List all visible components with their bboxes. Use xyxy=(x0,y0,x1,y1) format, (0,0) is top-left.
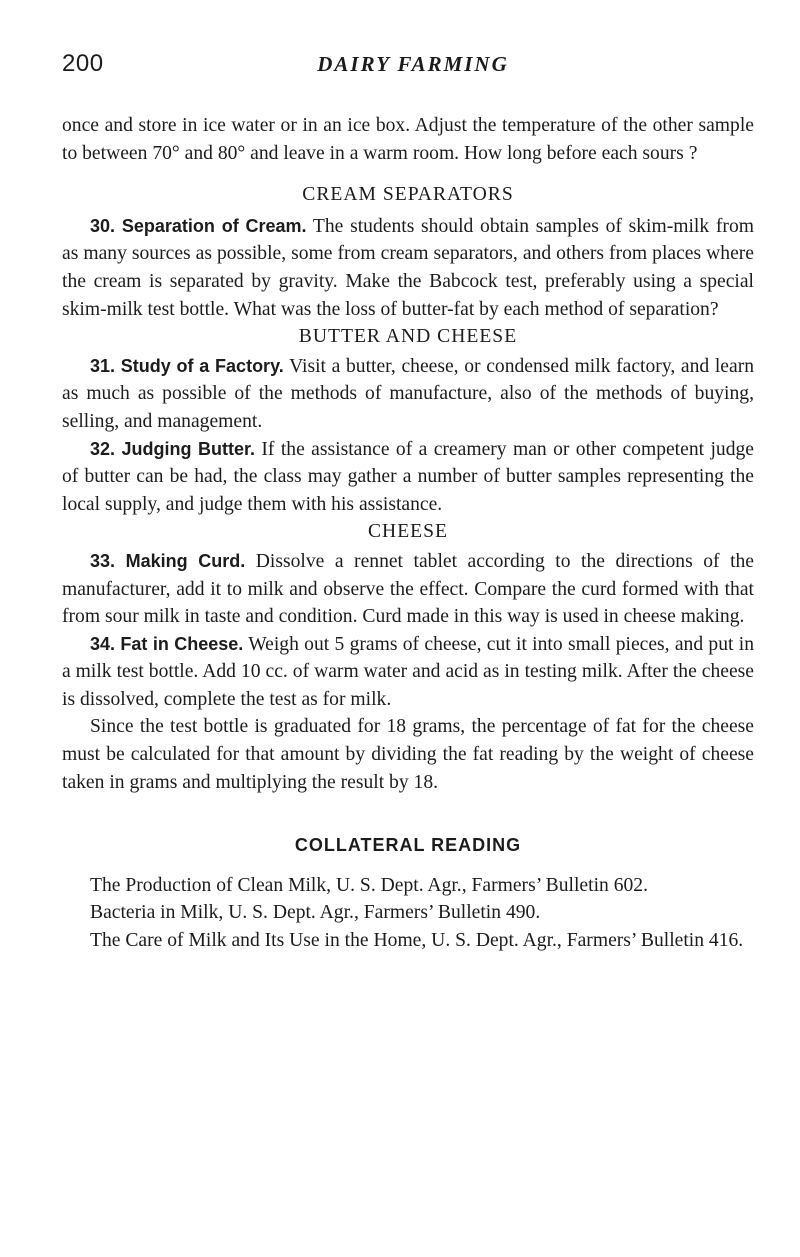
body-text xyxy=(62,112,754,955)
running-head xyxy=(62,50,754,86)
section-heading-cheese: CHEESE xyxy=(367,521,449,543)
collateral-reading-heading: COLLATERAL READING xyxy=(294,835,522,856)
page-number: 200 xyxy=(62,50,104,77)
paragraph-30-title: 30. Separation of Cream. xyxy=(90,215,307,236)
paragraph-34-title: 34. Fat in Cheese. xyxy=(90,633,244,654)
intro-paragraph: once and store in ice water or in an ice box. Adjust the temperature of the other sample to between 70° and 80° and leave in a warm room. How long before each sours ? xyxy=(62,115,754,164)
paragraph-31 xyxy=(62,353,754,436)
paragraph-32-text: If the assistance of a creamery man or other competent judge of butter can be had, the class may gather a number of butter samples representing the local supply, and judge them with his assistance. xyxy=(62,438,754,515)
collateral-reading-item: The Production of Clean Milk, U. S. Dept. Agr., Farmers’ Bulletin 602. xyxy=(90,874,648,896)
paragraph-30 xyxy=(62,213,754,323)
collateral-reading-item: The Care of Milk and Its Use in the Home, U. S. Dept. Agr., Farmers’ Bulletin 416. xyxy=(90,930,744,952)
paragraph-33-text: Dissolve a rennet tablet according to the directions of the manufacturer, add it to milk and observe the effect. Compare the curd formed with that from sour milk in taste and condition. Curd made in this way is used in cheese making. xyxy=(62,550,755,628)
paragraph-32-title: 32. Judging Butter. xyxy=(90,438,256,459)
paragraph-34 xyxy=(62,631,754,714)
paragraph-34-text: Weigh out 5 grams of cheese, cut it into small pieces, and put in a milk test bottle. Add 10 cc. of warm water and acid as in testing milk. After the cheese is dissolved, complete the test as for milk. xyxy=(62,633,755,710)
paragraph-31-text: Visit a butter, cheese, or condensed milk factory, and learn as much as possible of the methods of manufacture, also of the methods of buying, selling, and management. xyxy=(62,355,755,432)
paragraph-33-title: 33. Making Curd. xyxy=(90,550,246,571)
paragraph-32 xyxy=(62,436,754,519)
paragraph-30-text: The students should obtain samples of skim-milk from as many sources as possible, some from cream separators, and others from places where the cream is separated by gravity. Make the Babcock test, preferably using a special skim-milk test bottle. What was the loss of butter-fat by each method of separation? xyxy=(62,215,754,320)
paragraph-34-continuation: Since the test bottle is graduated for 18 grams, the percentage of fat for the cheese must be calculated for that amount by dividing the fat reading by the weight of cheese taken in grams and multiplying the result by 18. xyxy=(62,716,754,793)
paragraph-33 xyxy=(62,548,754,631)
book-page xyxy=(62,50,754,955)
paragraph-31-title: 31. Study of a Factory. xyxy=(90,355,284,376)
collateral-reading-item: Bacteria in Milk, U. S. Dept. Agr., Farmers’ Bulletin 490. xyxy=(90,902,541,924)
section-heading-cream-separators: CREAM SEPARATORS xyxy=(302,184,514,206)
running-title: DAIRY FARMING xyxy=(317,52,509,76)
section-heading-butter-and-cheese: BUTTER AND CHEESE xyxy=(298,326,518,348)
